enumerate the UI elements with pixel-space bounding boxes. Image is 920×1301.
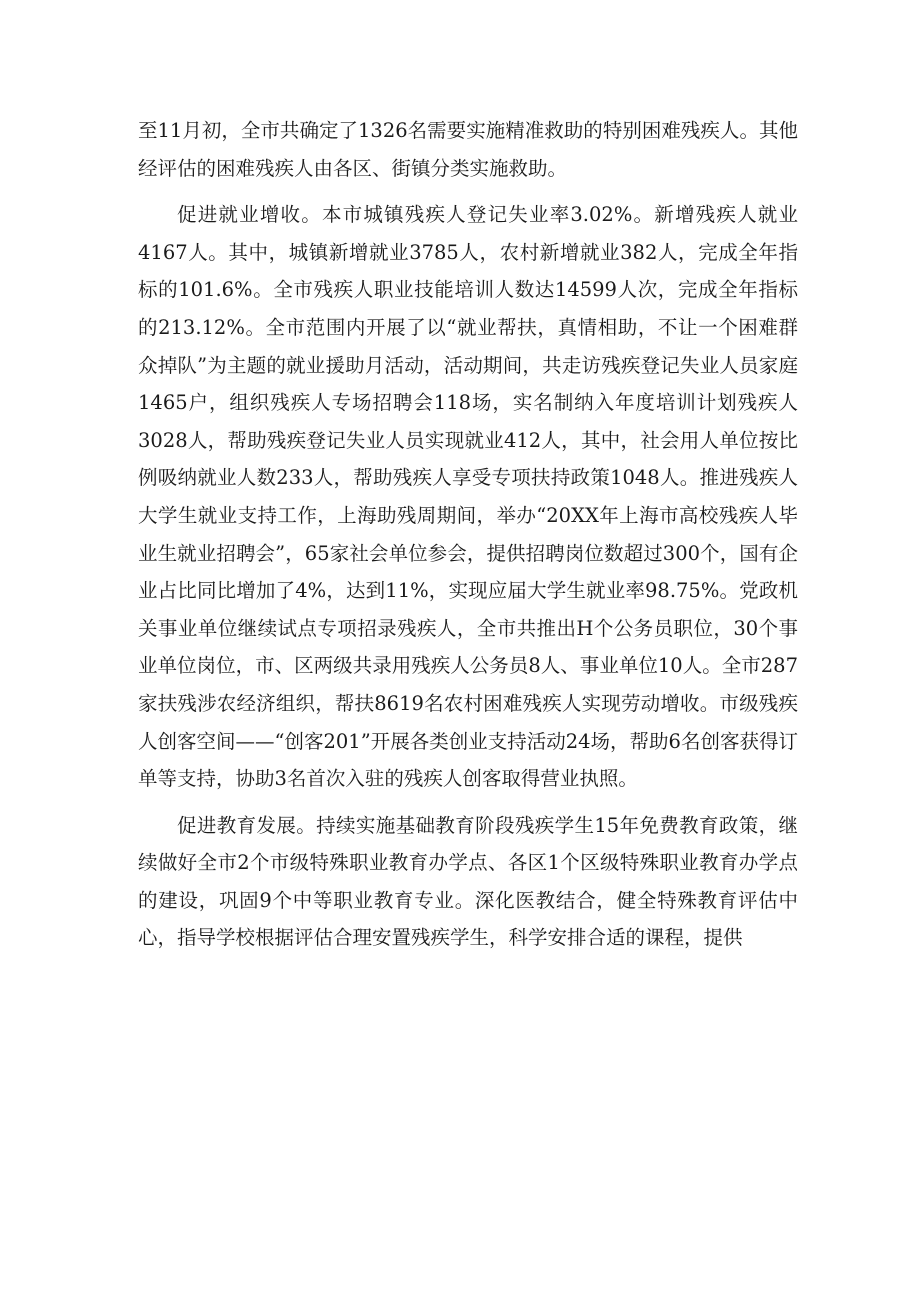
paragraph-education: 促进教育发展。持续实施基础教育阶段残疾学生15年免费教育政策，继续做好全市2个市级特殊职业教育办学点、各区1个区级特殊职业教育办学点的建设，巩固9个中等职业教育专业。深化医教结合，健全特殊教育评估中心，指导学校根据评估合理安置残疾学生，科学安排合适的课程，提供 xyxy=(138,813,798,950)
paragraph-employment: 促进就业增收。本市城镇残疾人登记失业率3.02%。新增残疾人就业4167人。其中，城镇新增就业3785人，农村新增就业382人，完成全年指标的101.6%。全市残疾人职业技能培训人数达14599人次，完成全年指标的213.12%。全市范围内开展了以“就业帮扶，真情相助，不让一个困难群众掉队”为主题的就业援助月活动，活动期间，共走访残疾登记失业人员家庭1465户，组织残疾人专场招聘会118场，实名制纳入年度培训计划残疾人3028人，帮助残疾登记失业人员实现就业412人，其中，社会用人单位按比例吸纳就业人数233人，帮助残疾人享受专项扶持政策1048人。推进残疾人大学生就业支持工作，上海助残周期间，举办“20XX年上海市高校残疾人毕业生就业招聘会”，65家社会单位参会，提供招聘岗位数超过300个，国有企业占比同比增加了4%，达到11%，实现应届大学生就业率98.75%。党政机关事业单位继续试点专项招录残疾人，全市共推出H个公务员职位，30个事业单位岗位，市、区两级共录用残疾人公务员8人、事业单位10人。全市287家扶残涉农经济组织，帮扶8619名农村困难残疾人实现劳动增收。市级残疾人创客空间——“创客201”开展各类创业支持活动24场，帮助6名创客获得订单等支持，协助3名首次入驻的残疾人创客取得营业执照。 xyxy=(138,203,798,791)
paragraph-relief-continuation: 至11月初，全市共确定了1326名需要实施精准救助的特别困难残疾人。其他经评估的困难残疾人由各区、街镇分类实施救助。 xyxy=(138,119,798,180)
document-body xyxy=(138,112,798,966)
